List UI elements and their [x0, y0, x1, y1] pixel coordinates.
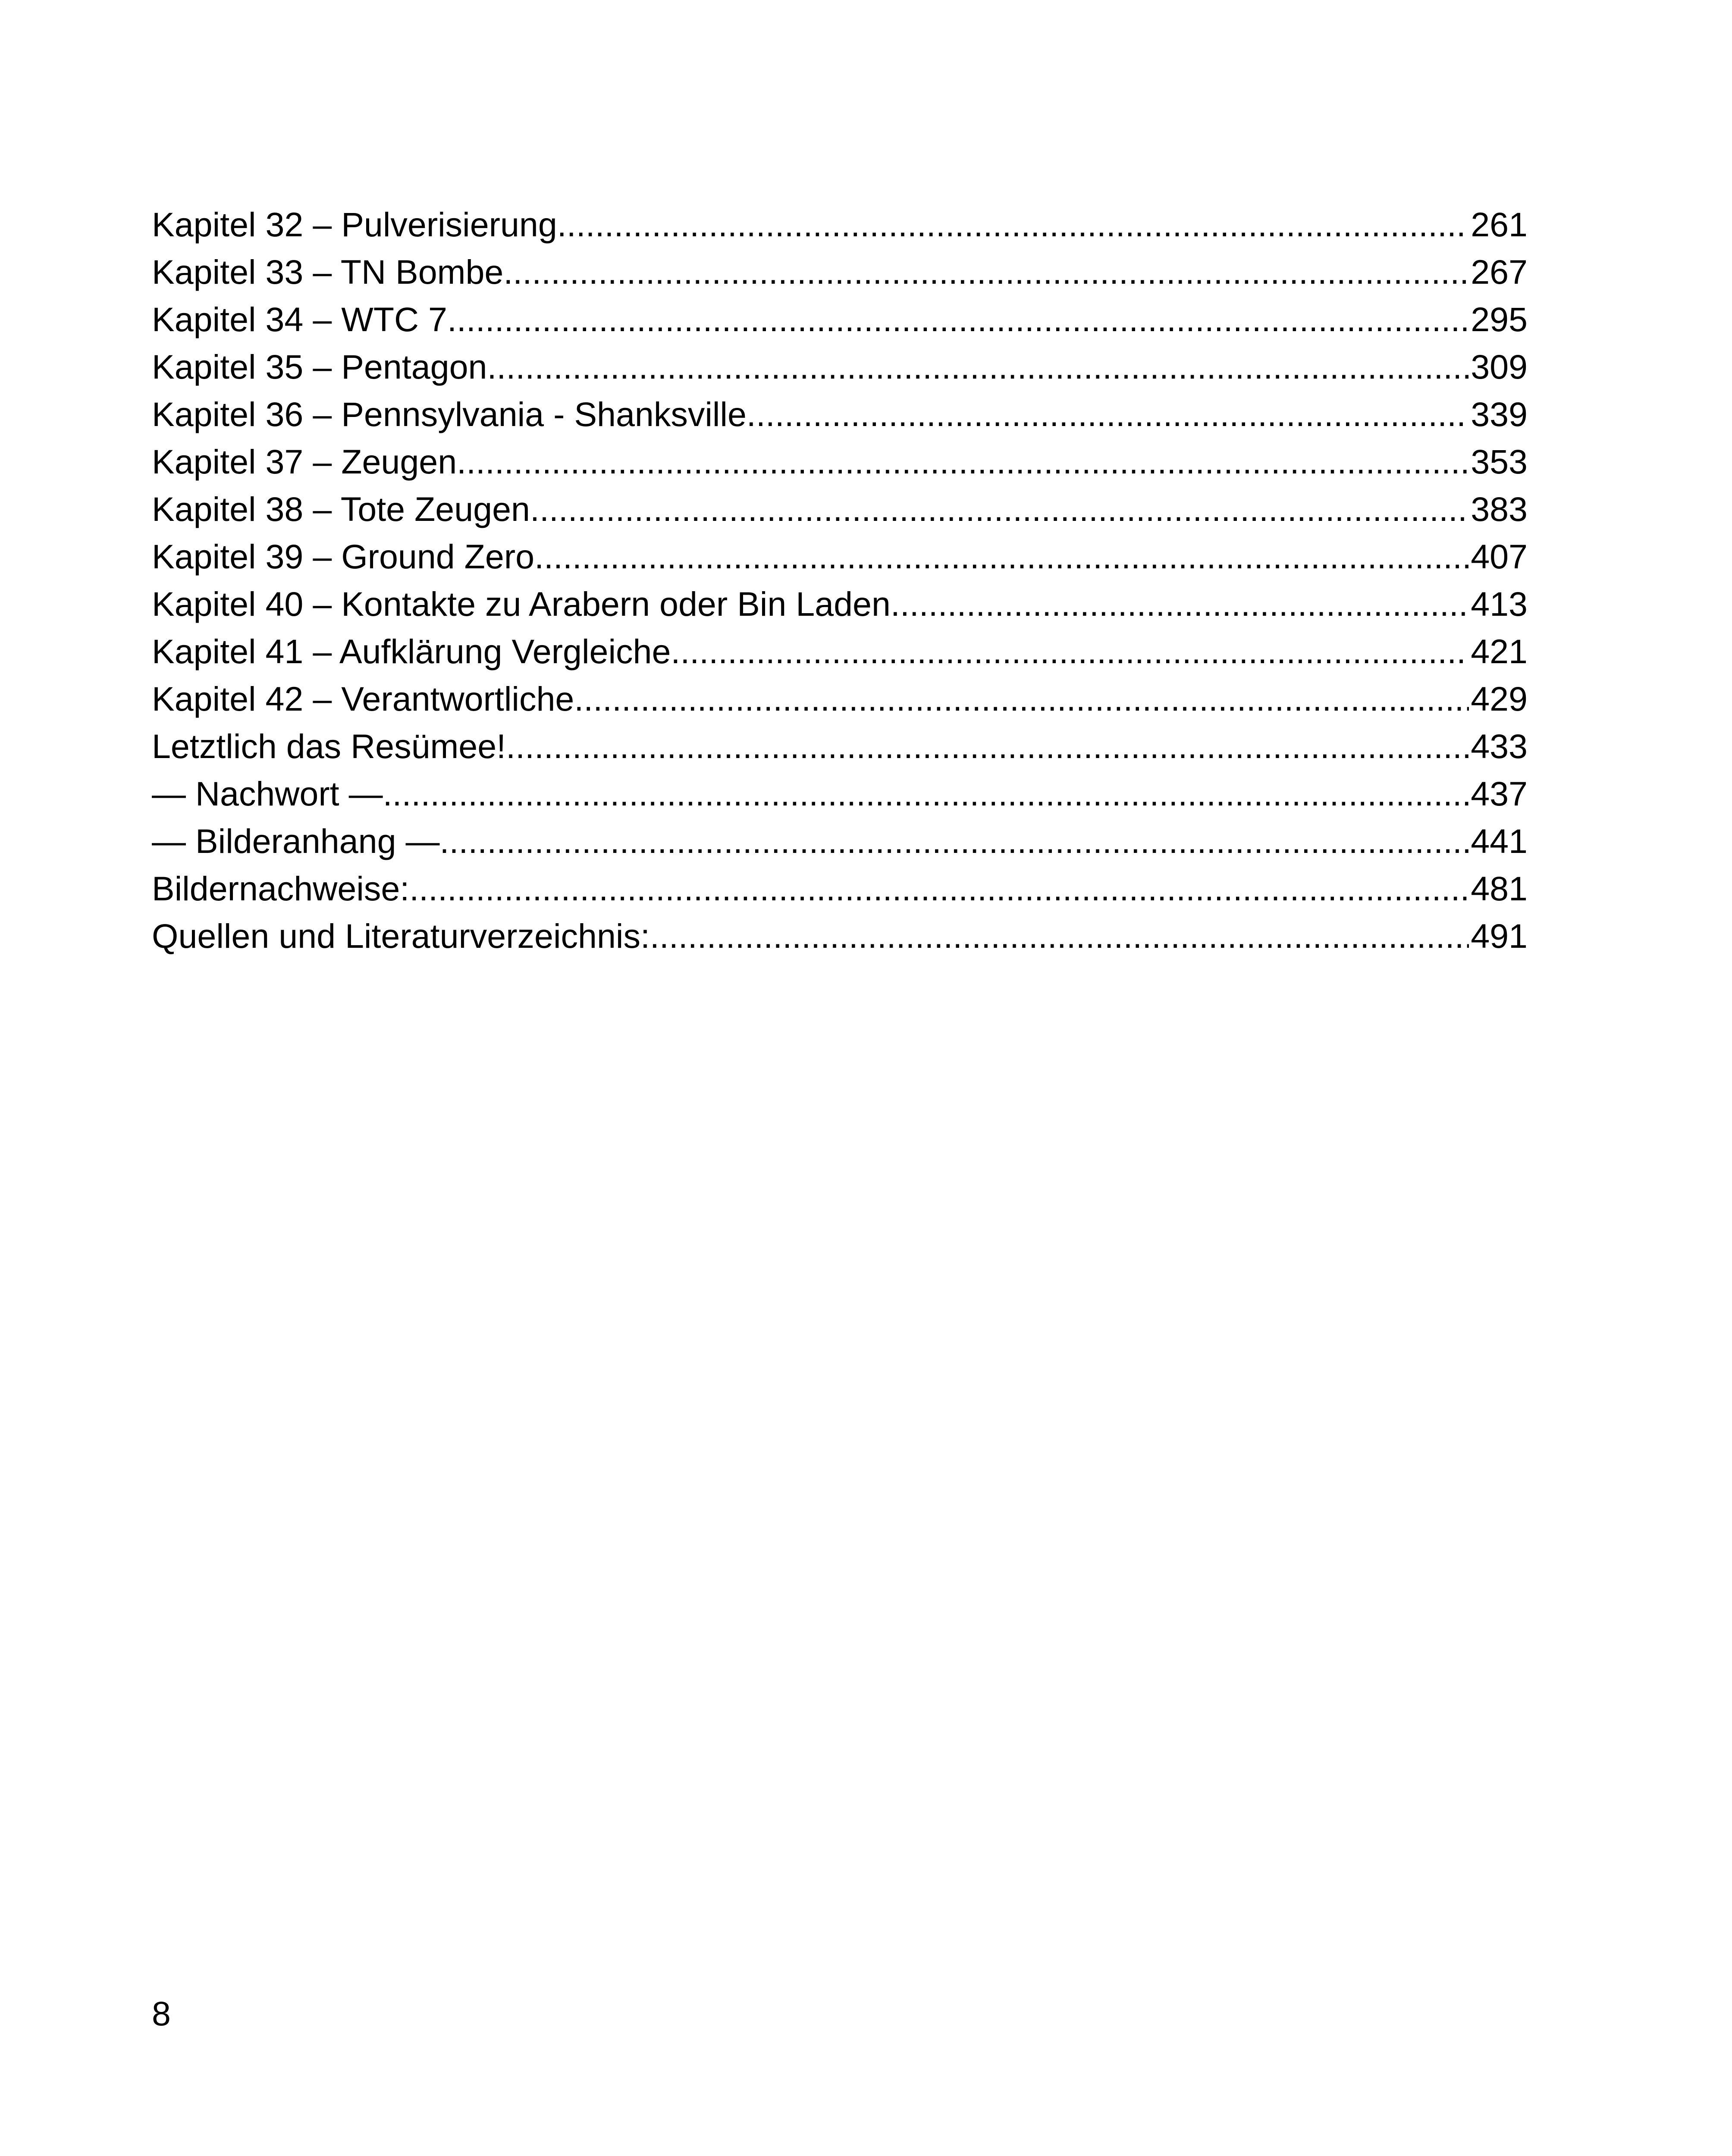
- toc-dot-leader: [671, 628, 1469, 675]
- toc-entry-title: Quellen und Literaturverzeichnis:: [152, 917, 650, 955]
- toc-entry: [152, 770, 1528, 818]
- toc-entry: [152, 675, 1528, 723]
- toc-dot-leader: [891, 580, 1469, 628]
- toc-entry-title: Kapitel 41 – Aufklärung Vergleiche: [152, 632, 671, 671]
- toc-entry: [152, 201, 1528, 248]
- toc-entry-page: 441: [1471, 822, 1528, 860]
- toc-entry: [152, 248, 1528, 296]
- toc-entry: [152, 533, 1528, 580]
- toc-entry-title: Kapitel 33 – TN Bombe: [152, 253, 504, 291]
- toc-entry-page: 407: [1471, 537, 1528, 576]
- toc-dot-leader: [409, 865, 1469, 912]
- toc-entry-title: Letztlich das Resümee!: [152, 727, 506, 765]
- toc-entry: [152, 343, 1528, 391]
- toc-entry-title: Kapitel 38 – Tote Zeugen: [152, 490, 530, 528]
- toc-entry-page: 433: [1471, 727, 1528, 765]
- toc-entry-title: Kapitel 34 – WTC 7: [152, 300, 447, 338]
- toc-entry-title: Kapitel 35 – Pentagon: [152, 348, 487, 386]
- toc-dot-leader: [557, 201, 1469, 248]
- toc-entry-title: Kapitel 39 – Ground Zero: [152, 537, 535, 576]
- toc-dot-leader: [650, 912, 1469, 960]
- toc-dot-leader: [447, 296, 1469, 343]
- toc-entry: [152, 438, 1528, 486]
- toc-entry-page: 437: [1471, 774, 1528, 813]
- toc-entry-title: Bildernachweise:: [152, 869, 410, 908]
- toc-entry-title: — Bilderanhang —: [152, 822, 440, 860]
- toc-entry-page: 267: [1471, 253, 1528, 291]
- toc-dot-leader: [747, 391, 1469, 438]
- toc-entry-title: Kapitel 37 – Zeugen: [152, 442, 457, 481]
- toc-entry: [152, 391, 1528, 438]
- toc-dot-leader: [506, 723, 1469, 770]
- toc-entry-page: 413: [1471, 585, 1528, 623]
- toc-entry: [152, 912, 1528, 960]
- toc-entry-title: Kapitel 32 – Pulverisierung: [152, 205, 557, 244]
- toc-entry-title: — Nachwort —: [152, 774, 383, 813]
- toc-entry: [152, 818, 1528, 865]
- toc-entry-title: Kapitel 42 – Verantwortliche: [152, 680, 574, 718]
- toc-entry-page: 421: [1471, 632, 1528, 671]
- toc-entry-title: Kapitel 36 – Pennsylvania - Shanksville: [152, 395, 747, 433]
- toc-entry-title: Kapitel 40 – Kontakte zu Arabern oder Bin Laden: [152, 585, 891, 623]
- table-of-contents: [152, 201, 1528, 960]
- toc-entry: [152, 723, 1528, 770]
- toc-entry-page: 491: [1471, 917, 1528, 955]
- page-number: 8: [152, 1994, 171, 2033]
- toc-dot-leader: [487, 343, 1469, 391]
- toc-dot-leader: [534, 533, 1469, 580]
- toc-dot-leader: [457, 438, 1469, 486]
- toc-entry: [152, 628, 1528, 675]
- toc-entry: [152, 580, 1528, 628]
- toc-entry-page: 383: [1471, 490, 1528, 528]
- toc-entry-page: 309: [1471, 348, 1528, 386]
- toc-entry: [152, 486, 1528, 533]
- toc-entry-page: 429: [1471, 680, 1528, 718]
- toc-dot-leader: [383, 770, 1469, 818]
- toc-entry-page: 295: [1471, 300, 1528, 338]
- toc-entry: [152, 865, 1528, 912]
- toc-dot-leader: [440, 818, 1469, 865]
- toc-dot-leader: [503, 248, 1469, 296]
- toc-dot-leader: [574, 675, 1469, 723]
- toc-entry-page: 339: [1471, 395, 1528, 433]
- toc-entry-page: 481: [1471, 869, 1528, 908]
- toc-dot-leader: [530, 486, 1469, 533]
- toc-entry-page: 261: [1471, 205, 1528, 244]
- toc-entry: [152, 296, 1528, 343]
- toc-entry-page: 353: [1471, 442, 1528, 481]
